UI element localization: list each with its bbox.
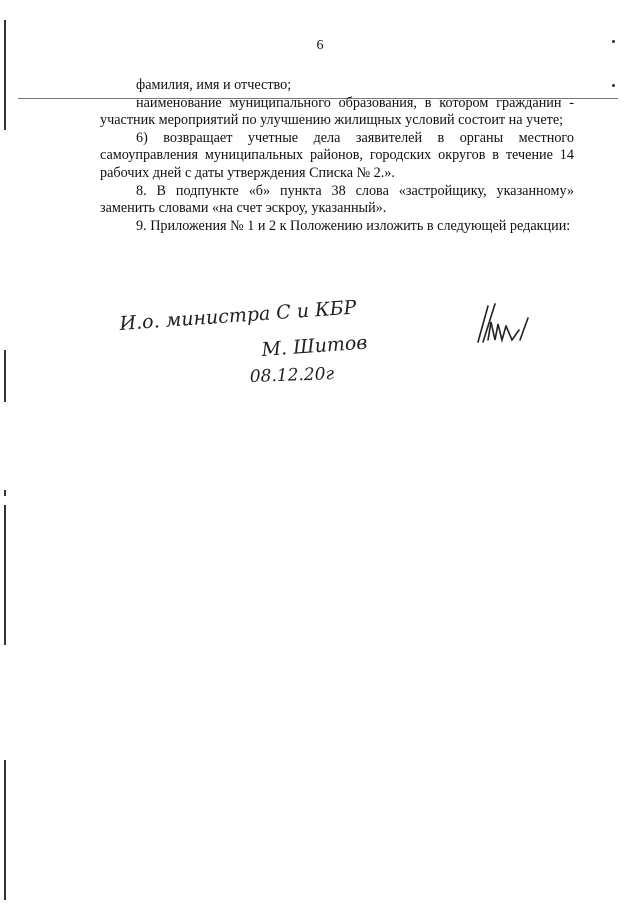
handwritten-date: 08.12.20г — [249, 364, 335, 387]
signature-block — [110, 296, 550, 390]
margin-scan-mark — [4, 760, 6, 900]
handwritten-title: И.о. министра С и КБР — [118, 296, 358, 335]
page-number: 6 — [316, 38, 324, 53]
paragraph-municipality: наименование муниципального образования, в котором гражданин - участник мероприятий по улучшению жилищных условий состоит на учете; — [100, 94, 574, 129]
paragraph-full-name: фамилия, имя и отчество; — [136, 77, 292, 93]
handwritten-annotation — [110, 296, 550, 390]
paragraph-item-9: 9. Приложения № 1 и 2 к Положению изложить в следующей редакции: — [136, 217, 571, 234]
scan-dot — [612, 84, 615, 87]
document-body — [100, 77, 574, 235]
scan-dot — [612, 40, 615, 43]
margin-scan-mark — [4, 350, 6, 402]
margin-scan-mark — [4, 490, 6, 496]
handwritten-name: М. Шитов — [260, 331, 369, 361]
margin-scan-mark — [4, 20, 6, 130]
margin-scan-mark — [4, 505, 6, 645]
paragraph-item-6: 6) возвращает учетные дела заявителей в органы местного самоуправления муниципальных районов, городских округов в течение 14 рабочих дней с даты утверждения Списка № 2.». — [100, 129, 574, 181]
paragraph-item-8: 8. В подпункте «б» пункта 38 слова «застройщику, указанному» заменить словами «на счет эскроу, указанный». — [100, 182, 574, 217]
signature-mark — [478, 304, 528, 342]
